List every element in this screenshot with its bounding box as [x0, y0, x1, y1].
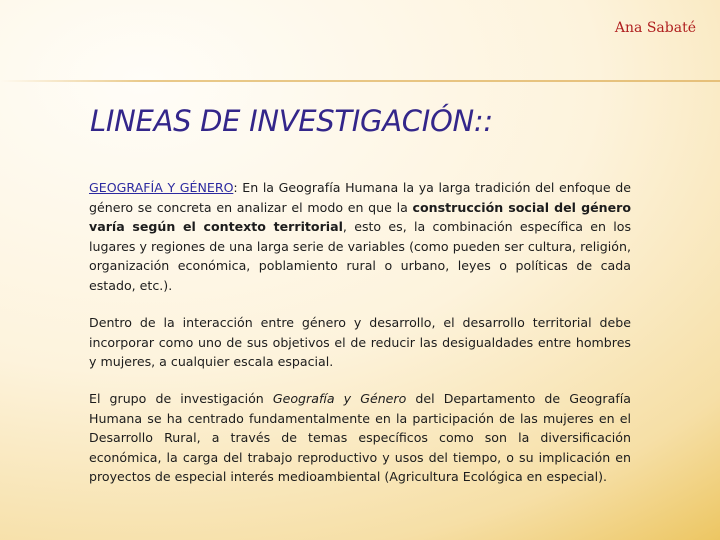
p3-group-name: Geografía y Género	[272, 391, 407, 406]
paragraph-research-group	[89, 389, 631, 487]
p1-text-1: : En la Geografía Humana la ya larga tradición del enfoque de género se concreta en analizar el modo en que la	[89, 180, 631, 215]
p1-text-2: , esto es, la combinación específica en los lugares y regiones de una larga serie de variables (como pueden ser cultura, religión, organización económica, poblamiento rural o urbano, leyes o políticas de cada estado, etc.).	[89, 219, 632, 293]
author-name: Ana Sabaté	[614, 20, 696, 36]
p3-text-1: El grupo de investigación	[89, 391, 273, 406]
topic-link[interactable]: GEOGRAFÍA Y GÉNERO	[89, 180, 234, 195]
paragraph-development: Dentro de la interacción entre género y desarrollo, el desarrollo territorial debe incorporar como uno de sus objetivos el de reducir las desigualdades entre hombres y mujeres, a cualquier escala espacial.	[89, 315, 631, 369]
p1-bold-text: construcción social del género varía según el contexto territorial	[89, 199, 631, 234]
slide-title: LINEAS DE INVESTIGACIÓN::	[90, 104, 493, 138]
paragraph-gender-geography	[89, 178, 631, 295]
p3-text-2: del Departamento de Geografía Humana se ha centrado fundamentalmente en la participación de las mujeres en el Desarrollo Rural, a través de temas específicos como son la diversificación económica, la carga del trabajo reproductivo y usos del tiempo, o su implicación en proyectos de especial interés medioambiental (Agricultura Ecológica en especial).	[89, 391, 631, 484]
header-divider	[0, 80, 720, 82]
